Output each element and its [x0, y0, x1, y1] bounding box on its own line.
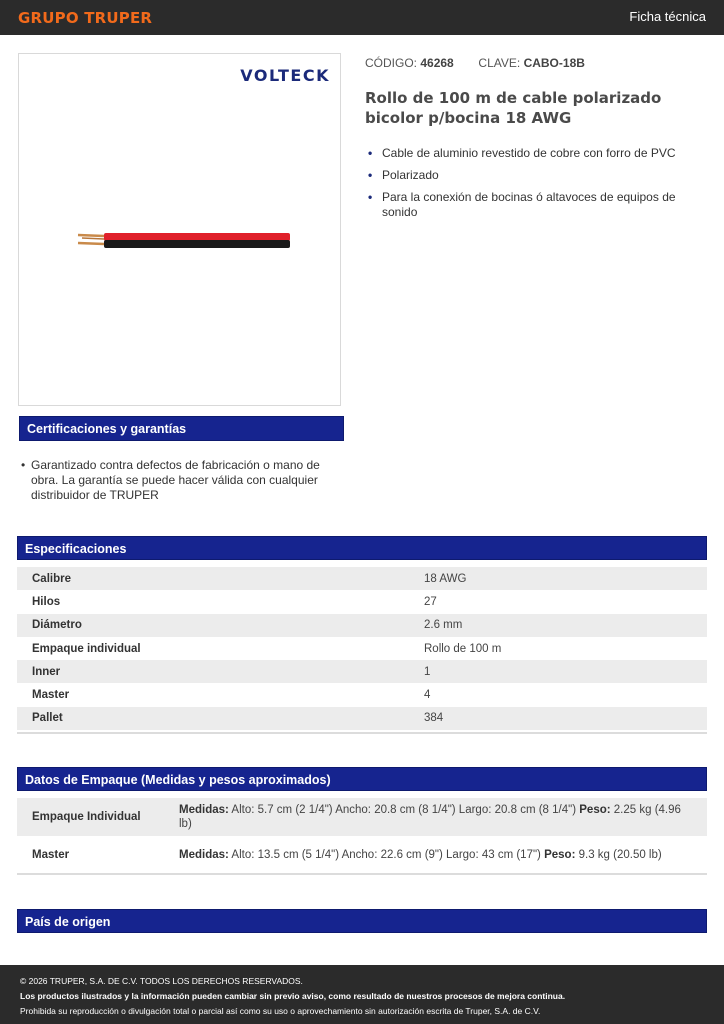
divider: [17, 873, 707, 875]
bullet-icon: •: [21, 458, 26, 472]
key-label: CLAVE:: [478, 56, 521, 70]
spec-label: Pallet: [17, 707, 424, 730]
feature-item: • Para la conexión de bocinas ó altavoces de equipos de sonido: [368, 190, 676, 219]
code-label: CÓDIGO:: [365, 56, 418, 70]
origin-heading: País de origen: [17, 909, 707, 933]
product-image-frame: [18, 53, 341, 406]
bullet-icon: •: [368, 168, 373, 182]
copper-strand-bottom: [78, 243, 104, 244]
packing-details: Medidas: Alto: 5.7 cm (2 1/4") Ancho: 20.8 cm (8 1/4") Largo: 20.8 cm (8 1/4") Peso: 2.25 kg (4.96 lb): [179, 798, 707, 836]
footer: [0, 965, 724, 1024]
table-row: [17, 707, 707, 730]
table-row: [17, 683, 707, 706]
spec-value: 18 AWG: [424, 567, 707, 590]
table-row: [17, 836, 707, 874]
spec-value: Rollo de 100 m: [424, 642, 502, 655]
product-title: Rollo de 100 m de cable polarizado bicolor p/bocina 18 AWG: [365, 89, 662, 127]
table-row: [17, 590, 707, 613]
spec-value: 4: [424, 689, 431, 702]
table-row: [17, 614, 707, 637]
spec-label: Hilos: [32, 595, 61, 608]
spec-value: 384: [424, 707, 707, 730]
copper-strand-mid: [82, 238, 104, 239]
packing-label: Empaque Individual: [17, 798, 179, 836]
packing-details: Medidas: Alto: 13.5 cm (5 1/4") Ancho: 22.6 cm (9") Largo: 43 cm (17") Peso: 9.3 kg (20.50 lb): [179, 849, 662, 861]
brand-logo: GRUPO TRUPER: [18, 9, 153, 27]
spec-label: Calibre: [17, 567, 424, 590]
spec-value: 27: [424, 595, 437, 608]
copyright-text: © 2026 TRUPER, S.A. DE C.V. TODOS LOS DERECHOS RESERVADOS.: [20, 976, 303, 986]
spec-value: 2.6 mm: [424, 614, 707, 637]
feature-list: [365, 146, 705, 227]
code-value: 46268: [420, 56, 454, 70]
spec-label: Inner: [17, 660, 424, 683]
spec-label: Empaque individual: [32, 642, 141, 655]
bullet-icon: •: [368, 146, 373, 160]
cable-black-jacket: [104, 240, 290, 248]
cable-red-jacket: [104, 233, 290, 241]
product-codes: [365, 56, 585, 70]
bullet-icon: •: [368, 190, 373, 204]
specifications-table: [17, 567, 707, 730]
packing-heading: Datos de Empaque (Medidas y pesos aproximados): [17, 767, 707, 791]
certifications-heading: Certificaciones y garantías: [19, 416, 344, 441]
feature-item: • Polarizado: [368, 168, 439, 182]
volteck-logo: VOLTECK: [240, 66, 330, 85]
top-bar: [0, 0, 724, 35]
warranty-text: • Garantizado contra defectos de fabricación o mano de obra. La garantía se puede hacer válida con cualquier distribuidor de TRUPER: [21, 458, 320, 502]
spec-label: Master: [32, 689, 70, 702]
sheet-type-label: Ficha técnica: [629, 9, 706, 24]
table-row: [17, 660, 707, 683]
packing-table: [17, 798, 707, 874]
specifications-heading: Especificaciones: [17, 536, 707, 560]
table-row: [17, 637, 707, 660]
spec-value: 1: [424, 660, 707, 683]
table-row: [17, 798, 707, 836]
copper-strand-top: [78, 235, 104, 236]
notice-text: Los productos ilustrados y la información pueden cambiar sin previo aviso, como resultado de nuestros procesos de mejora continua.: [20, 991, 566, 1001]
key-value: CABO-18B: [523, 56, 585, 70]
legal-text: Prohibida su reproducción o divulgación total o parcial así como su uso o aprovechamiento sin autorización escrita de Truper, S.A. de C.V.: [20, 1006, 541, 1016]
packing-label: Master: [32, 849, 70, 861]
table-row: [17, 567, 707, 590]
spec-label: Diámetro: [17, 614, 424, 637]
cable-product-image: [74, 229, 294, 253]
feature-item: • Cable de aluminio revestido de cobre con forro de PVC: [368, 146, 676, 160]
divider: [17, 732, 707, 734]
